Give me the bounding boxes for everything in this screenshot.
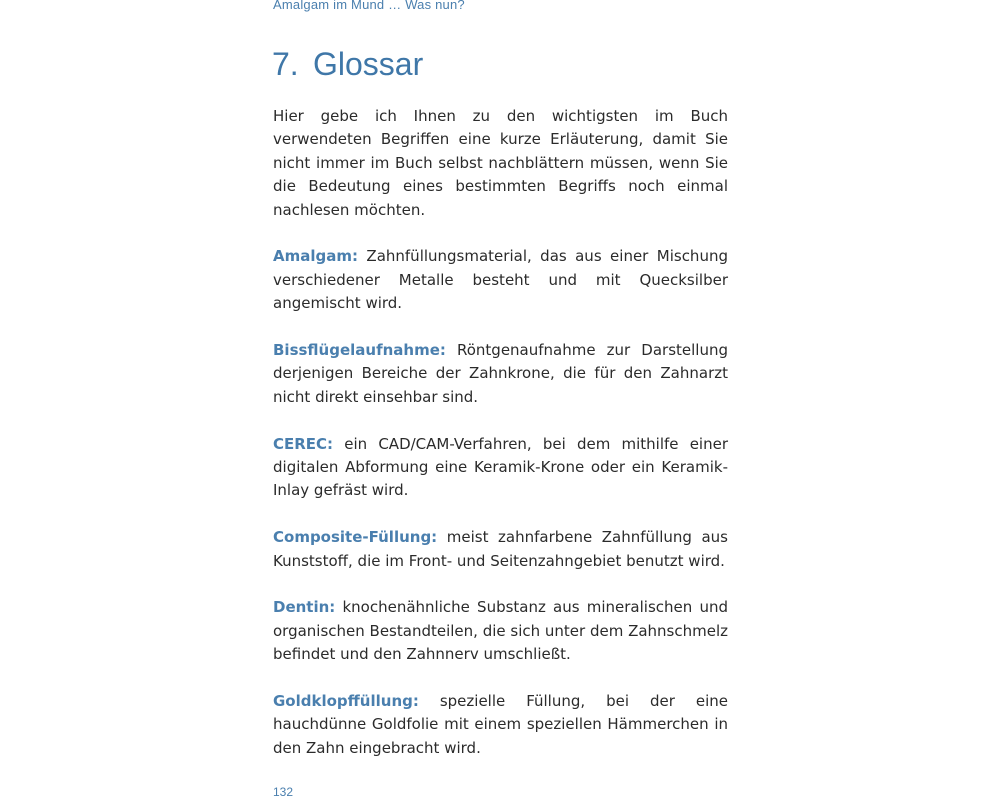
chapter-title [272,46,423,83]
glossary-entry [273,526,728,573]
chapter-title-text: Glossar [313,46,424,82]
glossary-definition: spezielle Füllung, bei der eine hauchdünne Goldfolie mit einem speziellen Hämmerchen in den Zahn eingebracht wird. [273,692,728,757]
glossary-term: Bissflügelaufnahme: [273,341,446,360]
glossary-definition: Röntgenaufnahme zur Darstellung derjenigen Bereiche der Zahnkrone, die für den Zahnarzt nicht direkt einsehbar sind. [273,341,728,406]
glossary-entry [273,690,728,760]
glossary-definition: Zahnfüllungsmaterial, das aus einer Mischung verschiedener Metalle besteht und mit Quecksilber angemischt wird. [273,247,728,313]
glossary-term: Amalgam: [273,247,358,266]
glossary-term: Goldklopffüllung: [273,692,419,711]
glossary-definition: ein CAD/CAM-Verfahren, bei dem mithilfe einer digitalen Abformung eine Keramik-Krone oder ein Keramik-Inlay gefräst wird. [273,434,728,500]
page-number: 132 [273,785,294,799]
glossary-definition: meist zahnfarbene Zahnfüllung aus Kunststoff, die im Front- und Seitenzahngebiet benutzt wird. [273,528,728,570]
intro-paragraph: Hier gebe ich Ihnen zu den wichtigsten im Buch verwendeten Begriffen eine kurze Erläuterung, damit Sie nicht immer im Buch selbst nachblättern müssen, wenn Sie die Bedeutung eines bestimmten Begriffs noch einmal nachlesen möchten. [273,107,728,219]
running-head: Amalgam im Mund … Was nun? [273,0,465,12]
glossary-term: Dentin: [273,598,336,617]
chapter-number: 7. [272,46,299,82]
glossary-entry [273,339,728,409]
glossary-definition: knochenähnliche Substanz aus mineralischen und organischen Bestandteilen, die sich unter dem Zahnschmelz befindet und den Zahnnerv umschließt. [273,598,729,664]
glossary-entry [273,596,728,666]
glossary-entry [273,245,728,315]
glossary-term: CEREC: [273,434,334,453]
glossary-term: Composite-Füllung: [273,528,438,547]
glossary-content [273,105,728,784]
glossary-entry [273,433,728,503]
